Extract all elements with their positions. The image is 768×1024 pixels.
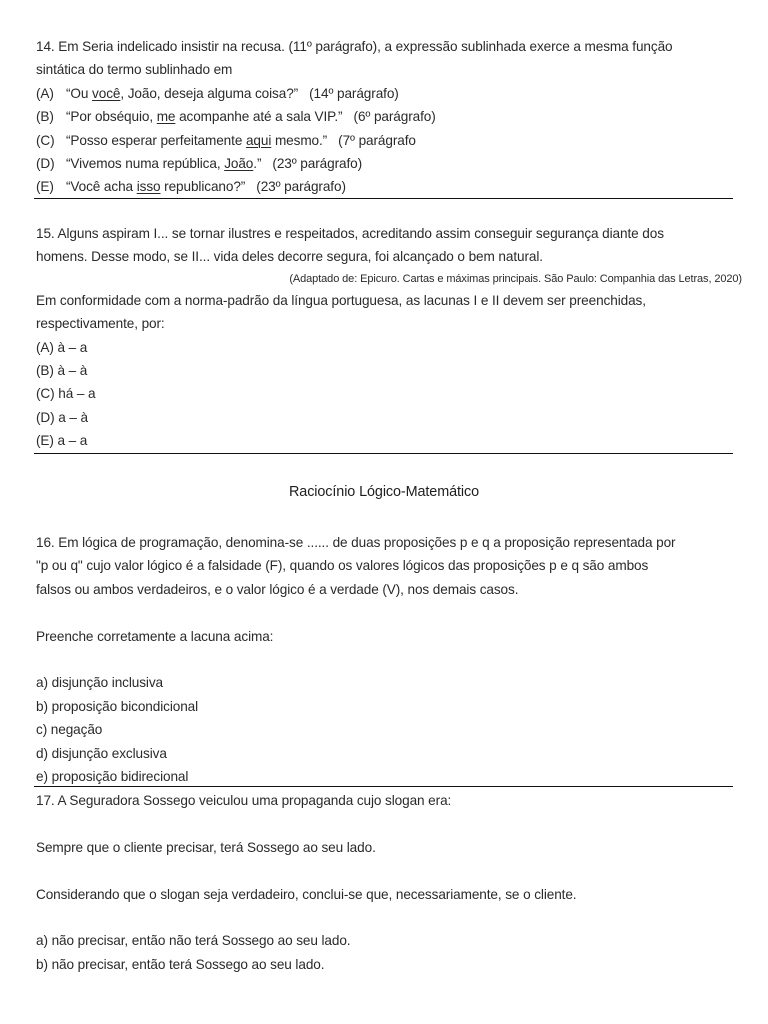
question-15-stem-line-2: homens. Desse modo, se II... vida deles decorre segura, foi alcançado o bem natural. [36, 249, 543, 265]
question-16-stem-line-3: falsos ou ambos verdadeiros, e o valor lógico é a verdade (V), nos demais casos. [36, 581, 519, 597]
question-15-instruction-line-2: respectivamente, por: [36, 316, 165, 332]
divider [34, 453, 733, 454]
question-16-stem-line-2: "p ou q" cujo valor lógico é a falsidade (F), quando os valores lógicos das proposições p e q são ambos [36, 558, 649, 574]
source-citation: (Adaptado de: Epicuro. Cartas e máximas principais. São Paulo: Companhia das Letras, 2020) [289, 272, 742, 285]
question-16 [36, 531, 736, 788]
option-14-b: (B) “Por obséquio, me acompanhe até a sala VIP.” (6º parágrafo) [36, 109, 436, 125]
option-15-d: (D) a – à [36, 409, 88, 425]
question-17-instruction: Considerando que o slogan seja verdadeiro, conclui-se que, necessariamente, se o cliente. [36, 886, 577, 902]
option-15-a: (A) à – a [36, 339, 88, 355]
option-15-b: (B) à – à [36, 363, 88, 379]
option-17-a: a) não precisar, então não terá Sossego ao seu lado. [36, 933, 351, 949]
question-17 [36, 789, 736, 976]
question-14-stem-line-1: 14. Em Seria indelicado insistir na recusa. (11º parágrafo), a expressão sublinhada exerce a mesma função [36, 39, 673, 54]
question-14 [36, 35, 736, 199]
option-16-b: b) proposição bicondicional [36, 698, 199, 714]
question-14-stem-line-2: sintática do termo sublinhado em [36, 62, 233, 78]
divider [34, 786, 733, 787]
option-14-a: (A) “Ou você, João, deseja alguma coisa?” (14º parágrafo) [36, 85, 399, 101]
question-15 [36, 222, 742, 453]
question-15-instruction-line-1: Em conformidade com a norma-padrão da língua portuguesa, as lacunas I e II devem ser preenchidas, [36, 292, 646, 308]
question-17-stem: 17. A Seguradora Sossego veiculou uma propaganda cujo slogan era: [36, 793, 452, 808]
question-16-instruction: Preenche corretamente a lacuna acima: [36, 628, 274, 644]
option-17-b: b) não precisar, então terá Sossego ao seu lado. [36, 956, 325, 972]
option-16-e: e) proposição bidirecional [36, 769, 189, 785]
question-16-stem-line-1: 16. Em lógica de programação, denomina-se ...... de duas proposições p e q a proposição representada por [36, 535, 676, 550]
option-14-c: (C) “Posso esperar perfeitamente aqui mesmo.” (7º parágrafo [36, 132, 416, 148]
option-16-c: c) negação [36, 722, 103, 738]
divider [34, 198, 733, 199]
option-15-c: (C) há – a [36, 386, 96, 402]
option-14-d: (D) “Vivemos numa república, João.” (23º parágrafo) [36, 156, 363, 172]
section-title: Raciocínio Lógico-Matemático [289, 484, 479, 500]
option-14-e: (E) “Você acha isso republicano?” (23º parágrafo) [36, 179, 346, 195]
option-16-a: a) disjunção inclusiva [36, 675, 164, 691]
option-15-e: (E) a – a [36, 433, 88, 449]
question-17-slogan: Sempre que o cliente precisar, terá Sossego ao seu lado. [36, 839, 376, 855]
question-15-stem-line-1: 15. Alguns aspiram I... se tornar ilustres e respeitados, acreditando assim conseguir segurança diante dos [36, 226, 664, 241]
option-16-d: d) disjunção exclusiva [36, 745, 167, 761]
